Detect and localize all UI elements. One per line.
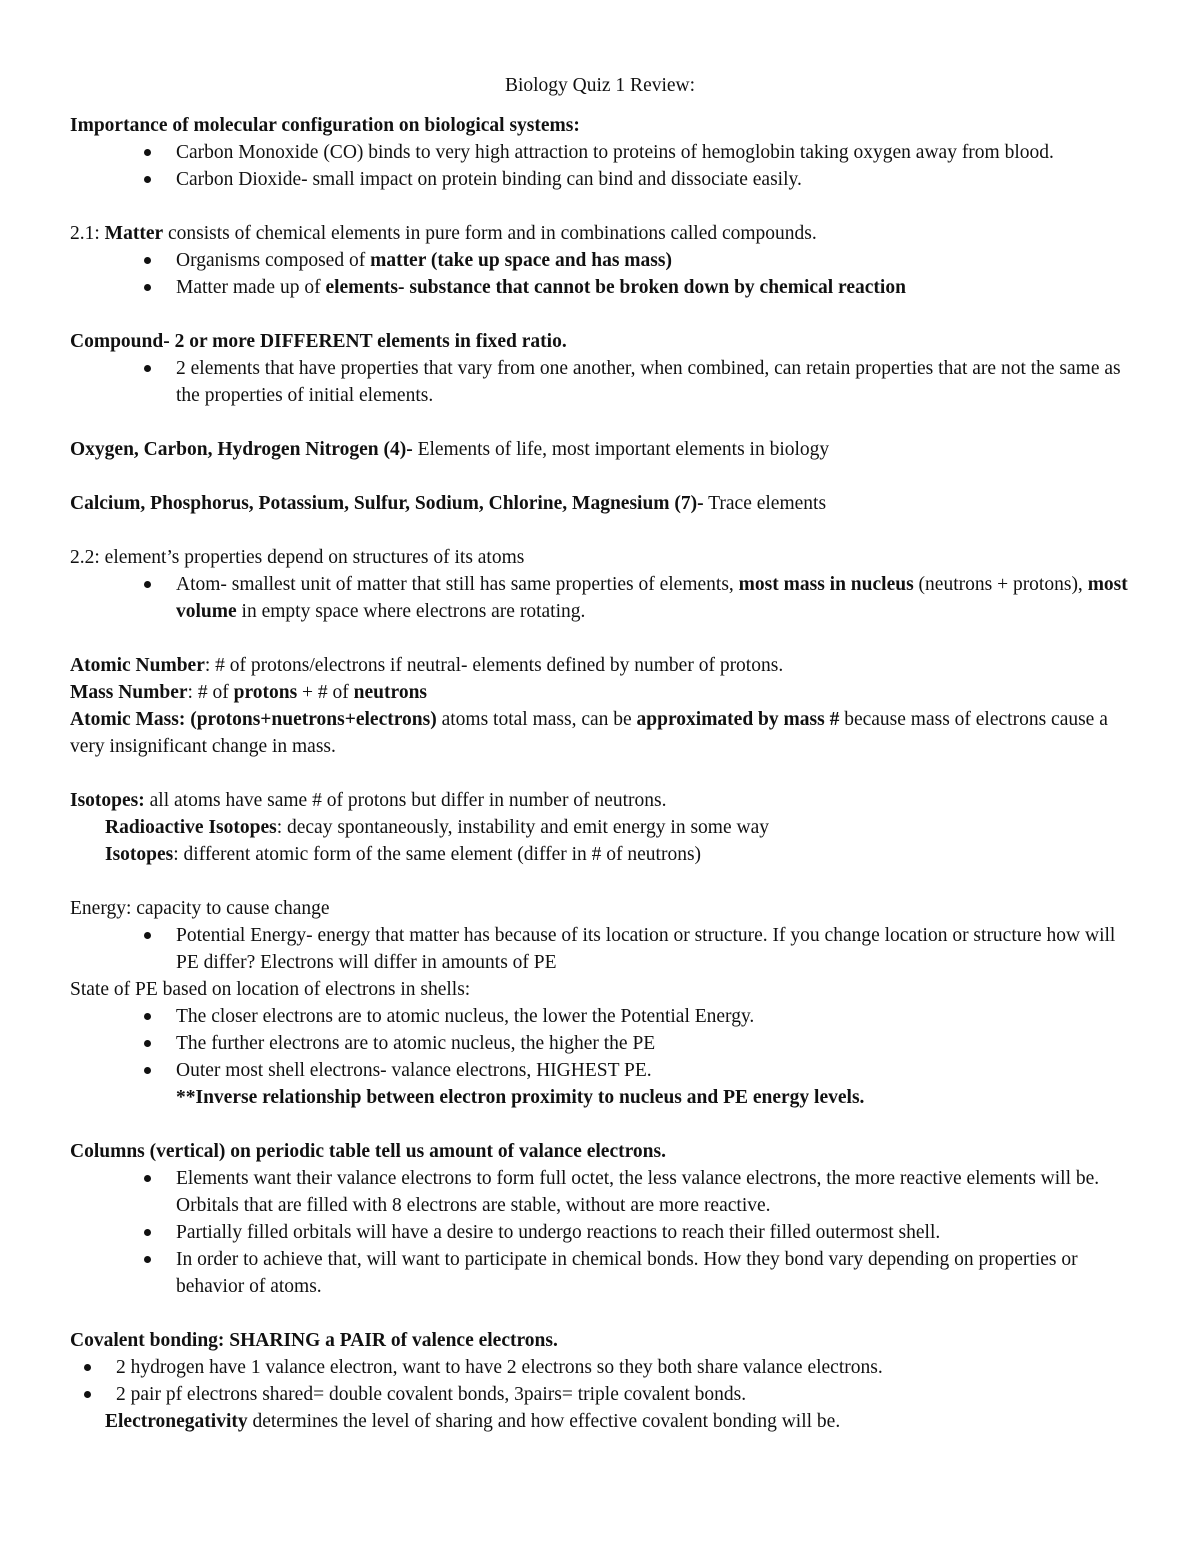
heading-compound xyxy=(70,328,1130,355)
list-item xyxy=(176,247,1130,274)
text: in empty space where electrons are rotating. xyxy=(236,601,586,622)
bold-term: Radioactive Isotopes xyxy=(105,817,277,838)
list-item: Potential Energy- energy that matter has because of its location or structure. If you change location or structure how will PE differ? Electrons will differ in amounts of PE xyxy=(176,922,1130,976)
valance-list xyxy=(70,1165,1130,1300)
heading-periodic-columns xyxy=(70,1138,1130,1165)
matter-list xyxy=(70,247,1130,301)
bold-term: Isotopes: xyxy=(70,790,145,811)
text: consists of chemical elements in pure form and in combinations called compounds. xyxy=(163,223,817,244)
bold-term: protons xyxy=(233,682,298,703)
text: : different atomic form of the same element (differ in # of neutrons) xyxy=(173,844,702,865)
list-item: 2 elements that have properties that vary from one another, when combined, can retain properties that are not the same as the properties of initial elements. xyxy=(176,355,1130,409)
text: because mass of electrons cause a very insignificant change in mass. xyxy=(70,709,1108,757)
section-number: 2.1: xyxy=(70,223,105,244)
inverse-relationship-note xyxy=(70,1084,1130,1111)
list-item xyxy=(176,274,1130,301)
bold-term: Atomic Number xyxy=(70,655,205,676)
heading-text: Compound- 2 or more DIFFERENT elements in fixed ratio. xyxy=(70,331,567,352)
list-item: 2 hydrogen have 1 valance electron, want to have 2 electrons so they both share valance electrons. xyxy=(116,1354,1130,1381)
pe-state-line: State of PE based on location of electrons in shells: xyxy=(70,979,471,1000)
bold-term: Matter xyxy=(104,223,164,244)
text: atoms total mass, can be xyxy=(436,709,637,730)
text: Atom- smallest unit of matter that still has same properties of elements, xyxy=(176,574,739,595)
bold-term: Electronegativity xyxy=(105,1411,248,1432)
document-title: Biology Quiz 1 Review: xyxy=(504,75,696,96)
text: all atoms have same # of protons but differ in number of neutrons. xyxy=(144,790,667,811)
bold-term: Oxygen, Carbon, Hydrogen Nitrogen (4)- xyxy=(70,439,413,460)
heading-text: Importance of molecular configuration on biological systems: xyxy=(70,115,580,136)
heading-covalent-bonding xyxy=(70,1327,1130,1354)
heading-text: Covalent bonding: SHARING a PAIR of valence electrons. xyxy=(70,1330,558,1351)
list-item: The closer electrons are to atomic nucleus, the lower the Potential Energy. xyxy=(176,1003,1130,1030)
compound-list xyxy=(70,355,1130,409)
list-item: Carbon Dioxide- small impact on protein binding can bind and dissociate easily. xyxy=(176,166,1130,193)
list-item: Partially filled orbitals will have a desire to undergo reactions to reach their filled outermost shell. xyxy=(176,1219,1130,1246)
list-item: In order to achieve that, will want to participate in chemical bonds. How they bond vary depending on properties or behavior of atoms. xyxy=(176,1246,1130,1300)
bold-term: most mass in nucleus xyxy=(738,574,914,595)
bold-term: **Inverse relationship between electron proximity to nucleus and PE energy levels. xyxy=(176,1087,865,1108)
atomic-mass-line xyxy=(70,706,1130,760)
text: : # of protons/electrons if neutral- elements defined by number of protons. xyxy=(204,655,784,676)
text: (neutrons + protons), xyxy=(913,574,1088,595)
atom-structure-line: 2.2: element’s properties depend on structures of its atoms xyxy=(70,547,525,568)
text: Elements of life, most important elements in biology xyxy=(412,439,830,460)
list-item: The further electrons are to atomic nucleus, the higher the PE xyxy=(176,1030,1130,1057)
atom-list xyxy=(70,571,1130,625)
mass-number-line xyxy=(70,679,1130,706)
bold-term: neutrons xyxy=(353,682,427,703)
bold-term: Atomic Mass: (protons+nuetrons+electrons) xyxy=(70,709,437,730)
list-item: Carbon Monoxide (CO) binds to very high attraction to proteins of hemoglobin taking oxygen away from blood. xyxy=(176,139,1130,166)
text: determines the level of sharing and how effective covalent bonding will be. xyxy=(247,1411,841,1432)
list-item xyxy=(176,571,1130,625)
molecular-configuration-list xyxy=(70,139,1130,193)
bold-term: approximated by mass # xyxy=(636,709,840,730)
bold-term: matter (take up space and has mass) xyxy=(370,250,672,271)
trace-elements-line xyxy=(70,490,1130,517)
bold-term: Isotopes xyxy=(105,844,174,865)
heading-text: Columns (vertical) on periodic table tell us amount of valance electrons. xyxy=(70,1141,666,1162)
text: Trace elements xyxy=(703,493,827,514)
text: : # of xyxy=(187,682,234,703)
list-item: Elements want their valance electrons to form full octet, the less valance electrons, the more reactive elements will be. Orbitals that are filled with 8 electrons are stable, without are more reactive. xyxy=(176,1165,1130,1219)
bold-term: elements- substance that cannot be broken down by chemical reaction xyxy=(325,277,906,298)
heading-molecular-configuration xyxy=(70,112,1130,139)
bold-term: most volume xyxy=(176,574,1128,622)
text: Matter made up of xyxy=(176,277,326,298)
energy-list xyxy=(70,922,1130,976)
text: + # of xyxy=(297,682,354,703)
pe-list xyxy=(70,1003,1130,1084)
elements-of-life-line xyxy=(70,436,1130,463)
isotopes-line xyxy=(70,787,1130,814)
text: : decay spontaneously, instability and emit energy in some way xyxy=(276,817,769,838)
bold-term: Mass Number xyxy=(70,682,188,703)
isotopes-definition-line xyxy=(70,841,1130,868)
bold-term: Calcium, Phosphorus, Potassium, Sulfur, Sodium, Chlorine, Magnesium (7)- xyxy=(70,493,704,514)
atomic-number-line xyxy=(70,652,1130,679)
text: Organisms composed of xyxy=(176,250,371,271)
electronegativity-line xyxy=(70,1408,1130,1435)
matter-line xyxy=(70,220,1130,247)
radioactive-isotopes-line xyxy=(70,814,1130,841)
list-item: Outer most shell electrons- valance electrons, HIGHEST PE. xyxy=(176,1057,1130,1084)
list-item: 2 pair pf electrons shared= double covalent bonds, 3pairs= triple covalent bonds. xyxy=(116,1381,1130,1408)
energy-line: Energy: capacity to cause change xyxy=(70,898,330,919)
covalent-list xyxy=(70,1354,1130,1408)
